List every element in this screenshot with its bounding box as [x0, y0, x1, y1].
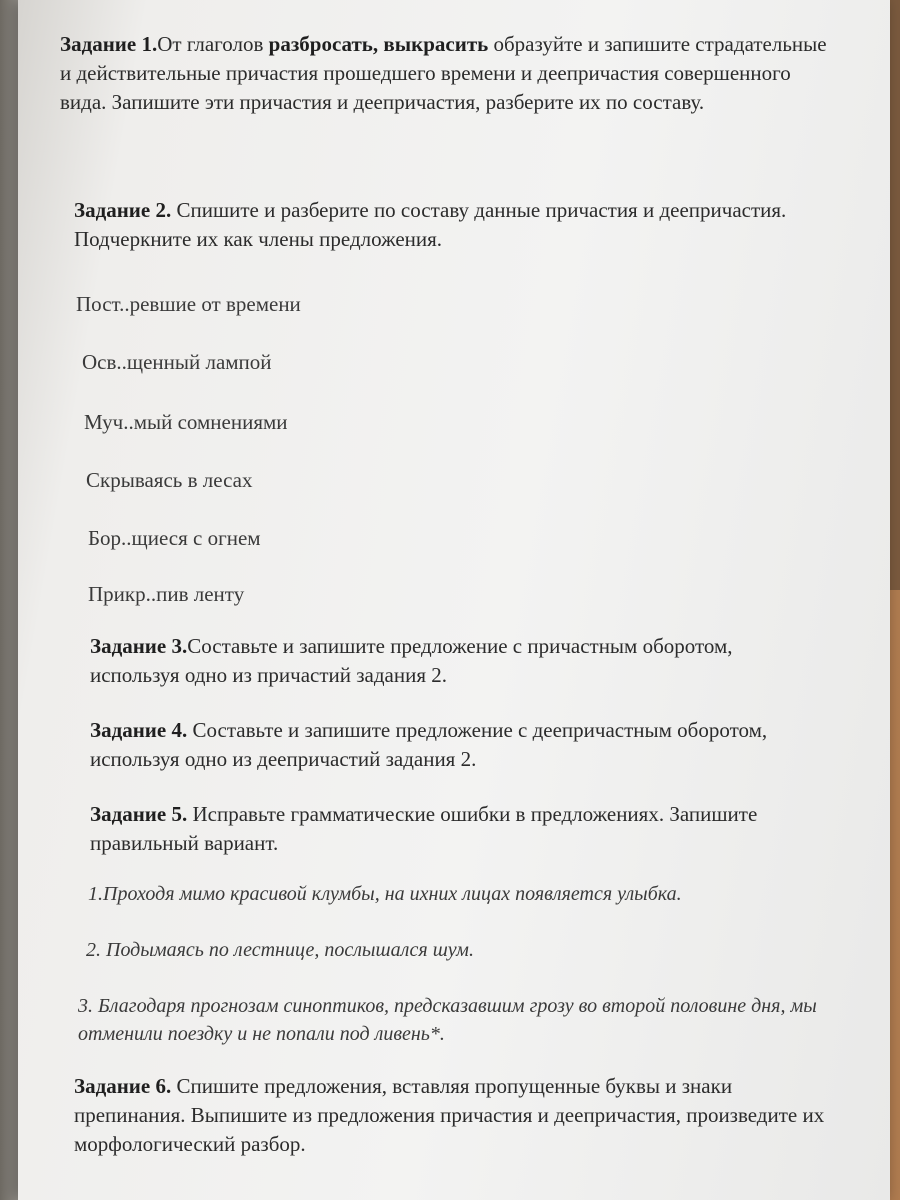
task-4 [90, 716, 790, 774]
task-1-label: Задание 1. [60, 32, 158, 56]
task-2-item: Скрываясь в лесах [86, 468, 253, 492]
task-2-label: Задание 2. [74, 198, 172, 222]
task-2-text: Спишите и разберите по составу данные причастия и деепричастия. Подчеркните их как члены предложения. [74, 198, 787, 251]
task-5 [90, 800, 790, 858]
task-1 [60, 30, 840, 117]
task-2-item: Прикр..пив ленту [88, 582, 245, 606]
task-2-item: Осв..щенный лампой [82, 350, 272, 374]
task-5-sentence: 3. Благодаря прогнозам синоптиков, предсказавшим грозу во второй половине дня, мы отменили поездку и не попали под ливень*. [78, 995, 817, 1045]
task-5-text: Исправьте грамматические ошибки в предложениях. Запишите правильный вариант. [90, 802, 758, 855]
task-2-item: Муч..мый сомнениями [84, 410, 288, 434]
task-6 [74, 1072, 834, 1159]
task-3-label: Задание 3. [90, 634, 188, 658]
task-6-text: Спишите предложения, вставляя пропущенные буквы и знаки препинания. Выпишите из предложения причастия и деепричастия, произведите их морфологический разбор. [74, 1074, 825, 1156]
task-5-label: Задание 5. [90, 802, 188, 826]
worksheet-page [18, 0, 890, 1200]
task-5-sentence: 1.Проходя мимо красивой клумбы, на ихних лицах появляется улыбка. [88, 883, 682, 905]
task-4-text: Составьте и запишите предложение с деепричастным оборотом, используя одно из деепричастий задания 2. [90, 718, 768, 771]
task-2-item: Бор..щиеся с огнем [88, 526, 261, 550]
task-5-sentence: 2. Подымаясь по лестнице, послышался шум. [86, 939, 474, 961]
task-2-item: Пост..ревшие от времени [76, 292, 301, 316]
task-3-text: Составьте и запишите предложение с причастным оборотом, используя одно из причастий задания 2. [90, 634, 733, 687]
task-2 [74, 196, 814, 254]
task-1-verbs: разбросать, выкрасить [268, 32, 489, 56]
task-1-text-a: От глаголов [157, 32, 269, 56]
task-1-text-b: образуйте и запишите страдательные и действительные причастия прошедшего времени и деепричастия совершенного вида. Запишите эти причастия и деепричастия, разберите их по составу. [60, 32, 827, 114]
task-6-label: Задание 6. [74, 1074, 172, 1098]
task-3 [90, 632, 810, 690]
task-4-label: Задание 4. [90, 718, 188, 742]
